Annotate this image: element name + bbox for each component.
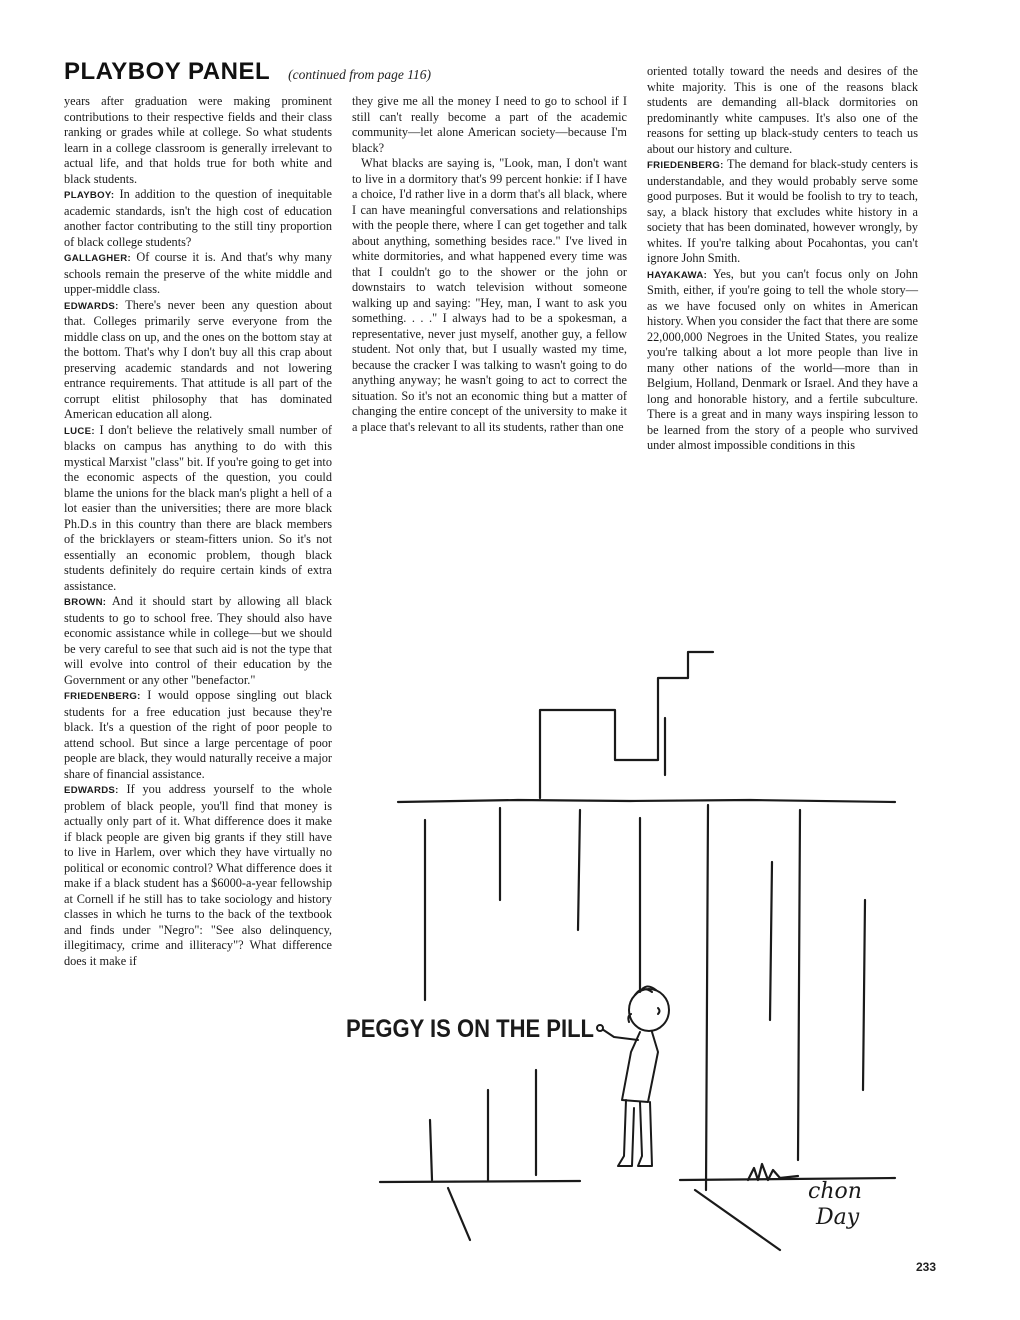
fence-plank: [706, 805, 708, 1190]
paragraph-text: Of course it is. And that's why many schools remain the preserve of the white middle and upper-middle class.: [64, 250, 332, 296]
speaker-name: FRIEDENBERG:: [64, 691, 141, 702]
speaker-name: GALLAGHER:: [64, 253, 131, 264]
paragraph: [64, 187, 332, 250]
paragraph: [352, 94, 627, 156]
fence-top-rail: [398, 800, 895, 802]
paragraph-text: There's never been any question about that. Colleges primarily serve everyone from the middle class on up, and the ones on the bottom stay at the bottom. That's why I don't buy all this crap about preserving academic standards and not lowering entrance requirements. That attitude is all part of the corrupt elitist philosophy that has dominated American education all along.: [64, 297, 333, 421]
fence-plank: [863, 900, 865, 1090]
paragraph-text: The demand for black-study centers is understandable, and they would probably serve some good purposes. But it would be foolish to try to teach, say, a black history that excludes white history in a society that has been dominated, however wrongly, by whites. If you're talking about Pocahontas, you can't ignore John Smith.: [647, 157, 918, 265]
speaker-name: PLAYBOY:: [64, 190, 115, 201]
paragraph-text: I would oppose singling out black students for a free education just because they're black. It's a question of the right of poor people to attend school. But since a large percentage of poor people are black, they would naturally receive a major share of financial assistance.: [64, 688, 332, 781]
speaker-name: EDWARDS:: [64, 300, 119, 312]
fence-plank: [430, 1120, 432, 1180]
page-number: 233: [916, 1260, 937, 1274]
cartoon-caption: PEGGY IS ON THE PILL: [346, 1015, 594, 1043]
paragraph: [64, 423, 332, 595]
paragraph-text: If you address yourself to the whole problem of black people, you'll find that money is actually only part of it. What difference does it make if black people are given big grants if they still have to live in Harlem, over which they have virtually no political or economic control? What difference does it make if a black student has a $6000-a-year fellowship at Cornell if he still has to take sociology and history classes in which he turns to the back of the textbook and finds under "Negro": "See also delinquency, illegitimacy, crime and illiteracy"? What difference does it make if: [64, 782, 332, 968]
paragraph-text: they give me all the money I need to go to school if I still can't really become a part of the academic community—let alone American society—because I'm black?: [352, 94, 627, 155]
paragraph-text: Yes, but you can't focus only on John Smith, either, if you're going to tell the whole story—as we have focused only on whites in American history. When you consider the fact that there are some 22,000,000 Negroes in the United States, you realize you're talking about a lot more people than live in many other nations of the world—more than in Belgium, Holland, Denmark or Israel. And they have a long and honorable history, and a fertile subculture. There is a great and in many ways inspiring lesson to be learned from the story of a people who survived under almost impossible conditions in this: [647, 266, 918, 452]
speaker-name: EDWARDS:: [64, 785, 119, 796]
speaker-name: FRIEDENBERG:: [647, 160, 724, 171]
paragraph-text: oriented totally toward the needs and desires of the white majority. This is one of the reasons black students are demanding all-black dormitories on predominantly white campuses. It's also one of the reasons for setting up black-study centers to teach us about our history and culture.: [647, 64, 918, 156]
cartoon-illustration: [340, 600, 940, 1280]
paragraph: [64, 594, 332, 688]
paragraph: [64, 688, 332, 782]
paragraph-text: years after graduation were making prominent contributions to their respective fields and their class ranking or grades while at college. So what students learn in a college classroom is generally irrelevant to actual life, and that holds true for both white and black students.: [64, 94, 332, 186]
paragraph: [64, 782, 332, 969]
paragraph-text: I don't believe the relatively small number of blacks on campus has anything to do with this mystical Marxist "class" bit. If you're going to get into the economic aspects of the question, you could blame the unions for the black man's plight a hell of a lot easier than the universities; there are more black Ph.D.s in this country than there are black members of the bricklayers or steam-fitters union. So it's not essentially an economic problem, though black students definitely do require certain kinds of extra assistance.: [64, 422, 332, 593]
paragraph: [647, 64, 918, 157]
sidewalk-line-right: [695, 1190, 780, 1250]
paragraph-text: In addition to the question of inequitable academic standards, isn't the high cost of education another factor contributing to the still tiny proportion of black college students?: [64, 187, 333, 249]
speaker-name: HAYAKAWA:: [647, 269, 708, 281]
fence-plank: [578, 810, 580, 930]
text-column-3: [647, 64, 918, 454]
building-outline: [540, 652, 713, 798]
fence-plank: [798, 810, 800, 1160]
paragraph-text: And it should start by allowing all black students to go to school free. They should also have economic assistance while in college—but we should be very careful to see that such aid is not the type that will evolve into control of their education by the Government or any other "benefactor.": [64, 594, 332, 687]
text-column-1: [64, 94, 332, 969]
speaker-name: BROWN:: [64, 597, 107, 608]
paragraph-text: What blacks are saying is, "Look, man, I don't want to live in a dormitory that's 99 percent honkie: if I have a choice, I'd rather live in a dorm that's all black, where I can have meaningful conversations and relationships with the people there, where I can get together and talk about anything, something besides race." I've lived in white dormitories, and what happened every time was that I couldn't go to the shower or the john or downstairs to watch television without someone walking up and saying: "Hey, man, I want to ask you something. . . ." I always had to be a spokesman, a representative, never just myself, another guy, a fellow student. Not only that, but I usually wasted my time, because the cracker I was talking to wasn't going to do anything anyway; he wasn't going to act to correct the situation. So it's not an economic thing but a matter of changing the entire concept of the university to make it a place that's relevant to all its students, rather than one: [352, 156, 627, 434]
sidewalk-line-left: [448, 1188, 470, 1240]
paragraph: [647, 157, 918, 267]
child-figure: [597, 986, 669, 1166]
cartoonist-signature: chon: [808, 1179, 862, 1204]
section-title: PLAYBOY PANEL: [64, 58, 271, 85]
paragraph: [64, 250, 332, 298]
page-header: [64, 58, 624, 86]
continued-note: (continued from page 116): [288, 67, 431, 82]
paragraph: [352, 156, 627, 435]
paragraph: [64, 298, 332, 423]
speaker-name: LUCE:: [64, 425, 95, 437]
text-column-2: [352, 94, 627, 435]
grass-tuft: [748, 1164, 798, 1180]
fence-plank: [770, 862, 772, 1020]
cartoonist-signature: Day: [816, 1205, 860, 1230]
paragraph: [647, 267, 918, 454]
paragraph: [64, 94, 332, 187]
